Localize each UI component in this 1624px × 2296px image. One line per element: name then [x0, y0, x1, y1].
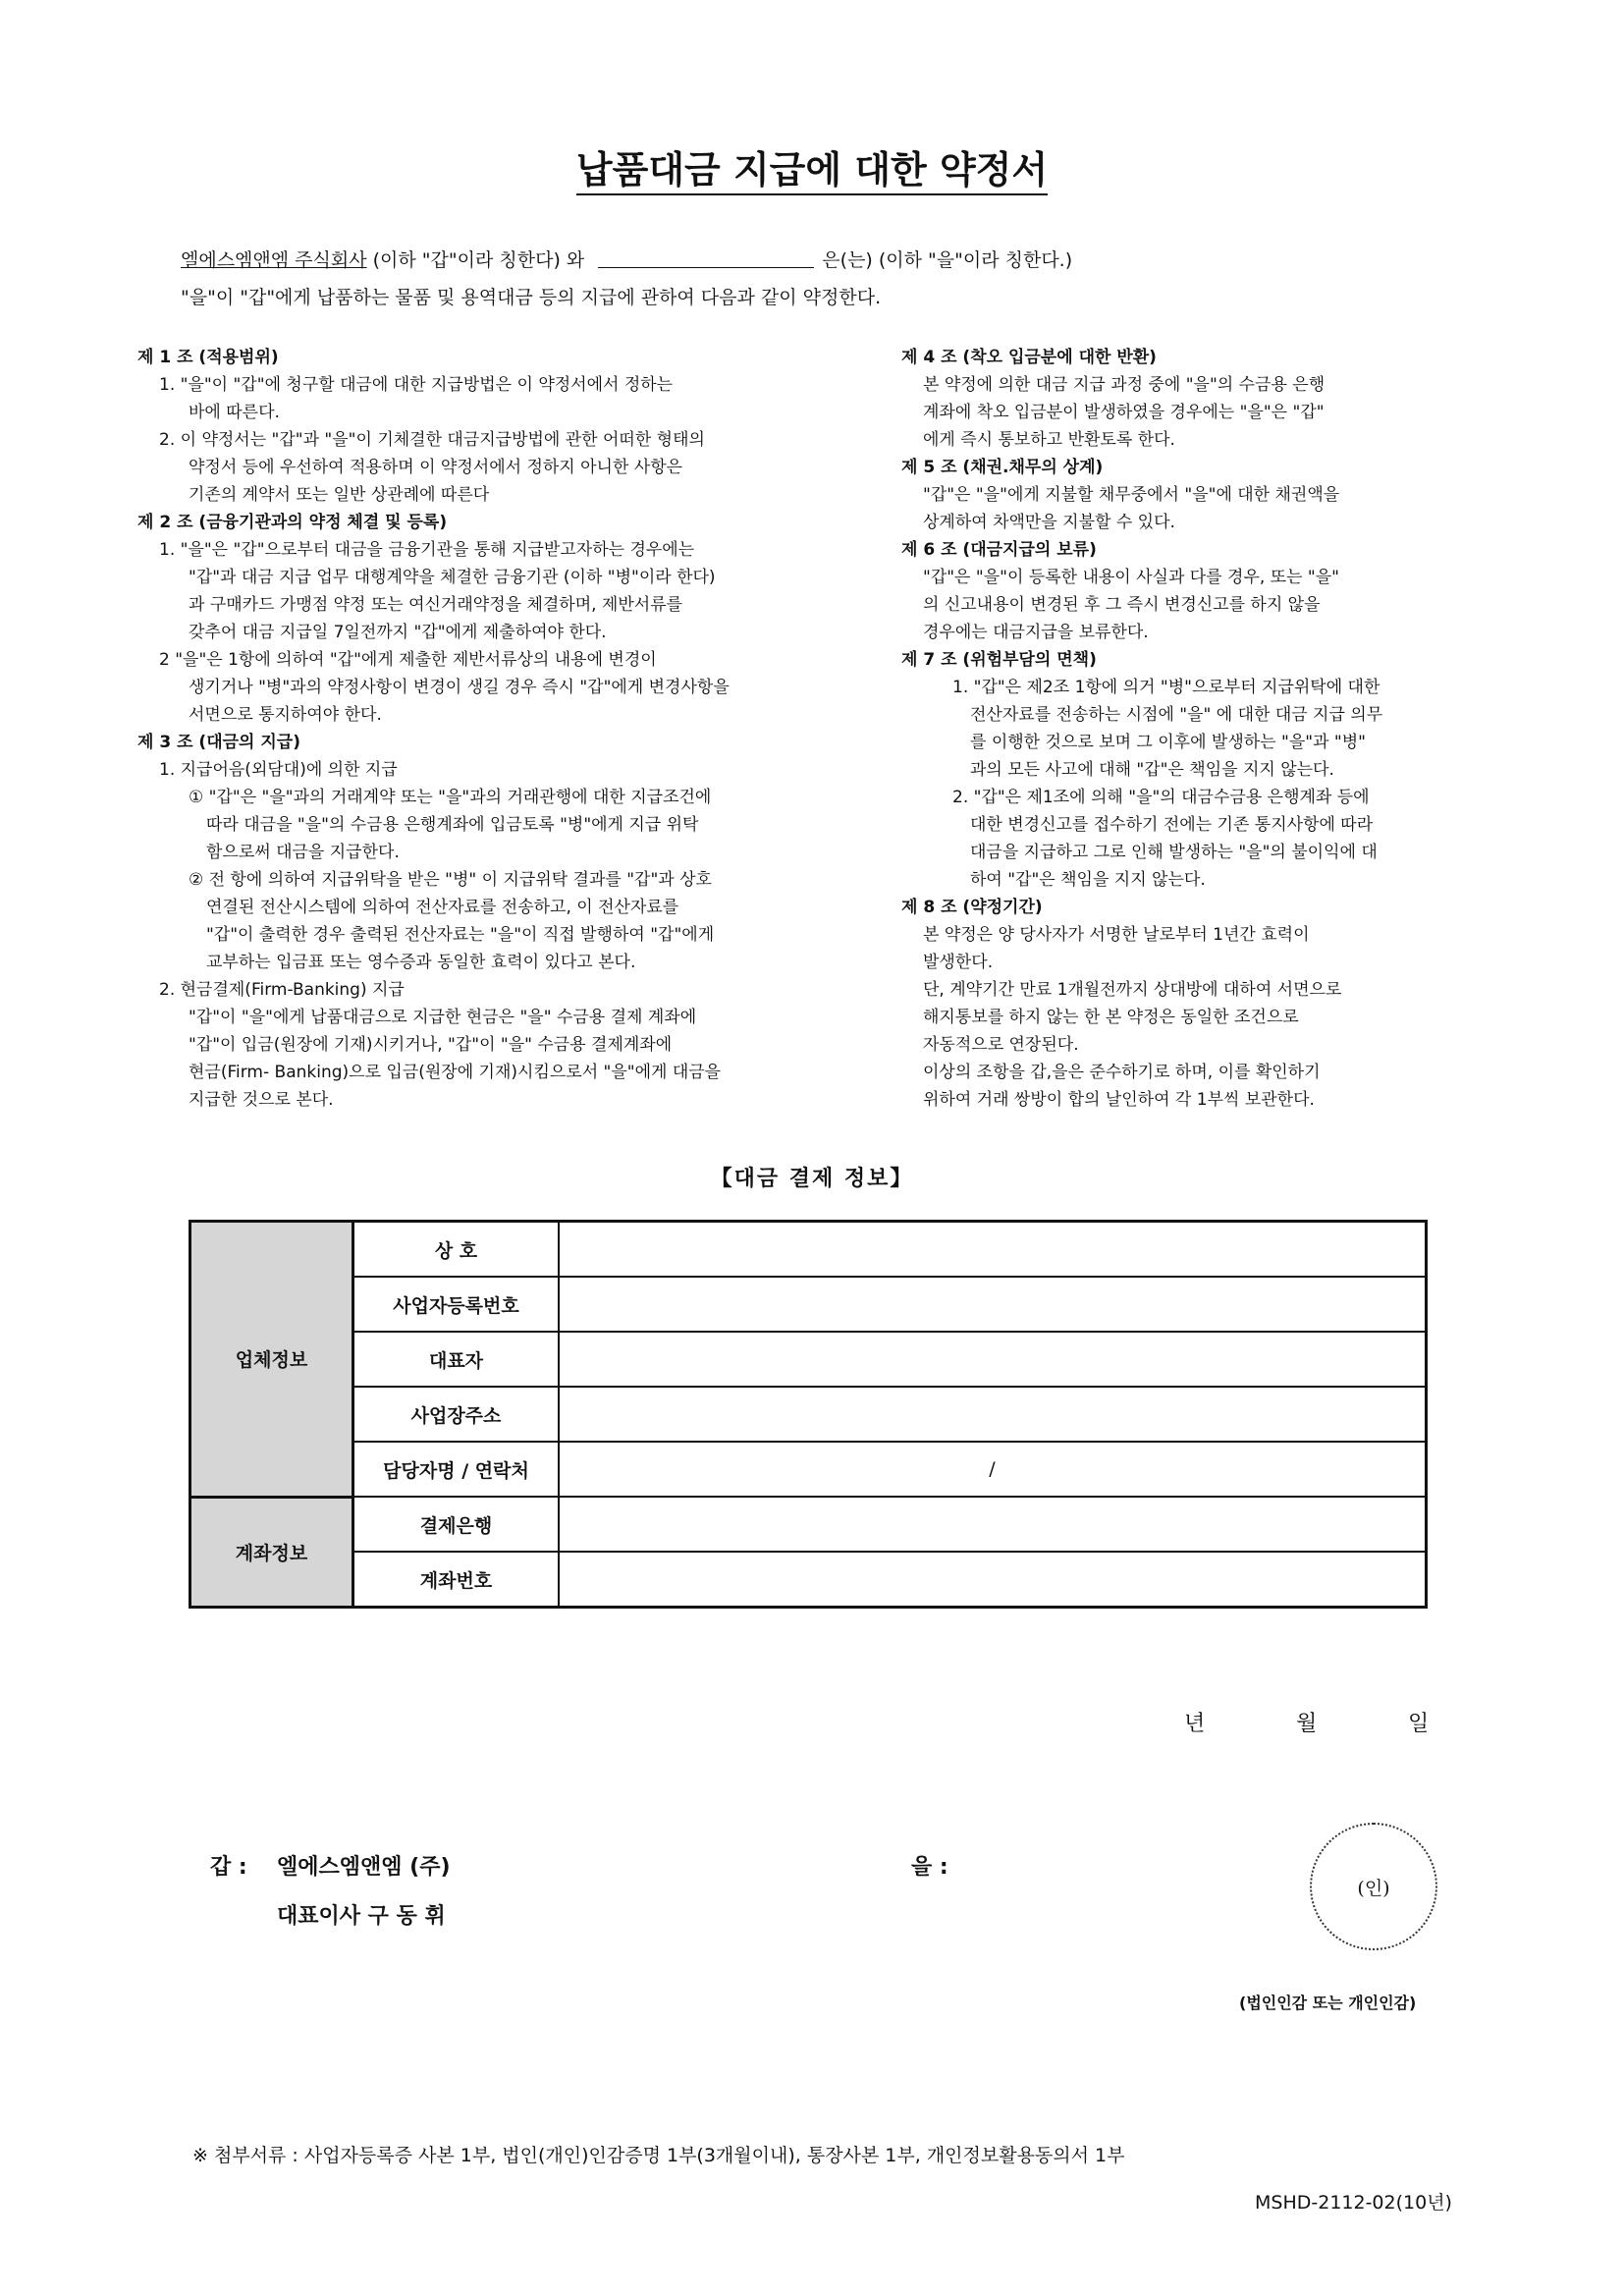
article-line: ① "갑"은 "을"과의 거래계약 또는 "을"과의 거래관행에 대한 지급조건에	[189, 788, 712, 807]
article-line: 현금(Firm- Banking)으로 입금(원장에 기재)시킴으로서 "을"에게 대금을	[189, 1063, 722, 1082]
left-column-articles	[137, 344, 884, 1114]
intro-gap-text: (이하 "갑"이라 칭한다) 와	[372, 249, 585, 271]
row-label-business-number: 사업자등록번호	[353, 1277, 560, 1332]
article-line: 과 구매카드 가맹점 약정 또는 여신거래약정을 체결하며, 제반서류를	[189, 595, 683, 615]
intro-eul-text: 은(는) (이하 "을"이라 칭한다.)	[822, 249, 1073, 271]
document-code: MSHD-2112-02(10년)	[1255, 2192, 1452, 2214]
payment-info-title: 【대금 결제 정보】	[710, 1167, 914, 1191]
seal-stamp-area[interactable]	[1310, 1823, 1437, 1950]
date-month-label: 월	[1296, 1712, 1318, 1736]
article-heading: 제 8 조 (약정기간)	[901, 898, 1043, 917]
article-line: 약정서 등에 우선하여 적용하며 이 약정서에서 정하지 아니한 사항은	[189, 458, 683, 477]
article-line: 전산자료를 전송하는 시점에 "을" 에 대한 대금 지급 의무	[970, 705, 1383, 725]
article-line: 바에 따른다.	[189, 403, 280, 422]
article-line: "갑"이 "을"에게 납품대금으로 지급한 현금은 "을" 수금용 결제 계좌에	[189, 1008, 697, 1027]
row-label-contact: 담당자명 / 연락처	[353, 1442, 560, 1497]
article-line: "갑"이 입금(원장에 기재)시키거나, "갑"이 "을" 수금용 결제계좌에	[189, 1035, 673, 1055]
row-label-bank: 결제은행	[353, 1497, 560, 1552]
table-row	[190, 1277, 1427, 1332]
payment-info-table	[189, 1220, 1428, 1609]
article-line: 생기거나 "병"과의 약정사항이 변경이 생길 경우 즉시 "갑"에게 변경사항을	[189, 678, 730, 697]
right-column-articles	[901, 344, 1451, 1114]
attachments-note: ※ 첨부서류 : 사업자등록증 사본 1부, 법인(개인)인감증명 1부(3개월이내), 통장사본 1부, 개인정보활용동의서 1부	[192, 2145, 1125, 2166]
eul-label: 을 :	[911, 1855, 948, 1880]
article-line: "갑"과 대금 지급 업무 대행계약을 체결한 금융기관 (이하 "병"이라 한다)	[189, 568, 716, 587]
article-line: 발생한다.	[923, 953, 994, 972]
article-line: 본 약정은 양 당사자가 서명한 날로부터 1년간 효력이	[923, 925, 1310, 945]
contact-field[interactable]	[559, 1442, 1427, 1497]
row-label-account-number: 계좌번호	[353, 1552, 560, 1608]
table-row	[190, 1497, 1427, 1552]
article-line: "갑"은 "을"이 등록한 내용이 사실과 다를 경우, 또는 "을"	[923, 568, 1339, 587]
article-heading: 제 7 조 (위험부담의 면책)	[901, 650, 1097, 670]
article-line: "갑"은 "을"에게 지불할 채무중에서 "을"에 대한 채권액을	[923, 485, 1340, 505]
seal-mark: (인)	[1357, 1877, 1390, 1899]
article-line: "갑"이 출력한 경우 출력된 전산자료는 "을"이 직접 발행하여 "갑"에게	[206, 925, 715, 945]
article-line: 위하여 거래 쌍방이 합의 날인하여 각 1부씩 보관한다.	[923, 1090, 1315, 1110]
row-label-address: 사업장주소	[353, 1387, 560, 1442]
article-line: 2. "갑"은 제1조에 의해 "을"의 대금수금용 은행계좌 등에	[952, 788, 1370, 807]
article-line: 대한 변경신고를 접수하기 전에는 기존 통지사항에 따라	[970, 815, 1374, 835]
article-heading: 제 2 조 (금융기관과의 약정 체결 및 등록)	[137, 513, 448, 532]
article-line: 1. "을"이 "갑"에 청구할 대금에 대한 지급방법은 이 약정서에서 정하는	[159, 375, 674, 395]
intro-company: 엘에스엠앤엠 주식회사	[181, 249, 367, 271]
article-line: 서면으로 통지하여야 한다.	[189, 705, 382, 725]
article-line: 2. 현금결제(Firm-Banking) 지급	[159, 980, 405, 1000]
intro-line-1	[181, 246, 1072, 272]
company-name-field[interactable]	[559, 1222, 1427, 1278]
page-title-text: 납품대금 지급에 대한 약정서	[576, 148, 1048, 195]
gap-company-name: 엘에스엠앤엠 (주)	[277, 1855, 451, 1880]
date-year-label: 년	[1184, 1712, 1206, 1736]
article-line: 1. "을"은 "갑"으로부터 대금을 금융기관을 통해 지급받고자하는 경우에는	[159, 540, 695, 560]
article-line: 1. 지급어음(외담대)에 의한 지급	[159, 760, 398, 780]
article-line: 기존의 계약서 또는 일반 상관례에 따른다	[189, 485, 490, 505]
row-label-company-name: 상 호	[353, 1222, 560, 1278]
article-line: 1. "갑"은 제2조 1항에 의거 "병"으로부터 지급위탁에 대한	[952, 678, 1380, 697]
article-line: 자동적으로 연장된다.	[923, 1035, 1079, 1055]
article-line: 연결된 전산시스템에 의하여 전산자료를 전송하고, 이 전산자료를	[206, 898, 679, 917]
account-number-field[interactable]	[559, 1552, 1427, 1608]
article-line: 해지통보를 하지 않는 한 본 약정은 동일한 조건으로	[923, 1008, 1299, 1027]
article-line: 본 약정에 의한 대금 지급 과정 중에 "을"의 수금용 은행	[923, 375, 1326, 395]
article-line: 대금을 지급하고 그로 인해 발생하는 "을"의 불이익에 대	[970, 843, 1378, 862]
article-line: 과의 모든 사고에 대해 "갑"은 책임을 지지 않는다.	[970, 760, 1334, 780]
article-line: 를 이행한 것으로 보며 그 이후에 발생하는 "을"과 "병"	[970, 733, 1366, 752]
intro-line-2: "을"이 "갑"에게 납품하는 물품 및 용역대금 등의 지급에 관하여 다음과 같이 약정한다.	[181, 287, 882, 308]
business-number-field[interactable]	[559, 1277, 1427, 1332]
row-label-representative: 대표자	[353, 1332, 560, 1387]
article-heading: 제 1 조 (적용범위)	[137, 348, 279, 367]
article-heading: 제 6 조 (대금지급의 보류)	[901, 540, 1097, 560]
article-line: 의 신고내용이 변경된 후 그 즉시 변경신고를 하지 않을	[923, 595, 1321, 615]
table-row	[190, 1387, 1427, 1442]
table-row	[190, 1222, 1427, 1278]
article-line: 계좌에 착오 입금분이 발생하였을 경우에는 "을"은 "갑"	[923, 403, 1325, 422]
article-line: 지급한 것으로 본다.	[189, 1090, 334, 1110]
article-heading: 제 3 조 (대금의 지급)	[137, 733, 300, 752]
contact-separator: /	[989, 1458, 996, 1480]
article-line: 2. 이 약정서는 "갑"과 "을"이 기체결한 대금지급방법에 관한 어떠한 형태의	[159, 430, 705, 450]
article-line: 경우에는 대금지급을 보류한다.	[923, 623, 1149, 642]
account-info-group: 계좌정보	[190, 1497, 353, 1608]
table-row	[190, 1332, 1427, 1387]
page-title	[0, 139, 1624, 193]
date-day-label: 일	[1408, 1712, 1430, 1736]
article-line: 에게 즉시 통보하고 반환토록 한다.	[923, 430, 1175, 450]
article-line: 단, 계약기간 만료 1개월전까지 상대방에 대하여 서면으로	[923, 980, 1342, 1000]
article-line: 따라 대금을 "을"의 수금용 은행계좌에 입금토록 "병"에게 지급 위탁	[206, 815, 699, 835]
table-row	[190, 1552, 1427, 1608]
company-info-group: 업체정보	[190, 1222, 353, 1498]
article-heading: 제 4 조 (착오 입금분에 대한 반환)	[901, 348, 1157, 367]
article-line: ② 전 항에 의하여 지급위탁을 받은 "병" 이 지급위탁 결과를 "갑"과 상호	[189, 870, 712, 890]
address-field[interactable]	[559, 1387, 1427, 1442]
article-line: 하여 "갑"은 책임을 지지 않는다.	[970, 870, 1206, 890]
eul-name-blank[interactable]	[598, 247, 814, 268]
table-row	[190, 1442, 1427, 1497]
seal-note: (법인인감 또는 개인인감)	[1239, 1994, 1417, 2012]
bank-field[interactable]	[559, 1497, 1427, 1552]
article-line: 함으로써 대금을 지급한다.	[206, 843, 400, 862]
article-line: 교부하는 입금표 또는 영수증과 동일한 효력이 있다고 본다.	[206, 953, 636, 972]
gap-label: 갑 :	[210, 1855, 247, 1880]
article-line: 갖추어 대금 지급일 7일전까지 "갑"에게 제출하여야 한다.	[189, 623, 607, 642]
article-line: 2 "을"은 1항에 의하여 "갑"에게 제출한 제반서류상의 내용에 변경이	[159, 650, 657, 670]
article-line: 이상의 조항을 갑,을은 준수하기로 하며, 이를 확인하기	[923, 1063, 1321, 1082]
gap-representative: 대표이사 구 동 휘	[277, 1904, 446, 1929]
article-heading: 제 5 조 (채권.채무의 상계)	[901, 458, 1104, 477]
article-line: 상계하여 차액만을 지불할 수 있다.	[923, 513, 1175, 532]
representative-field[interactable]	[559, 1332, 1427, 1387]
